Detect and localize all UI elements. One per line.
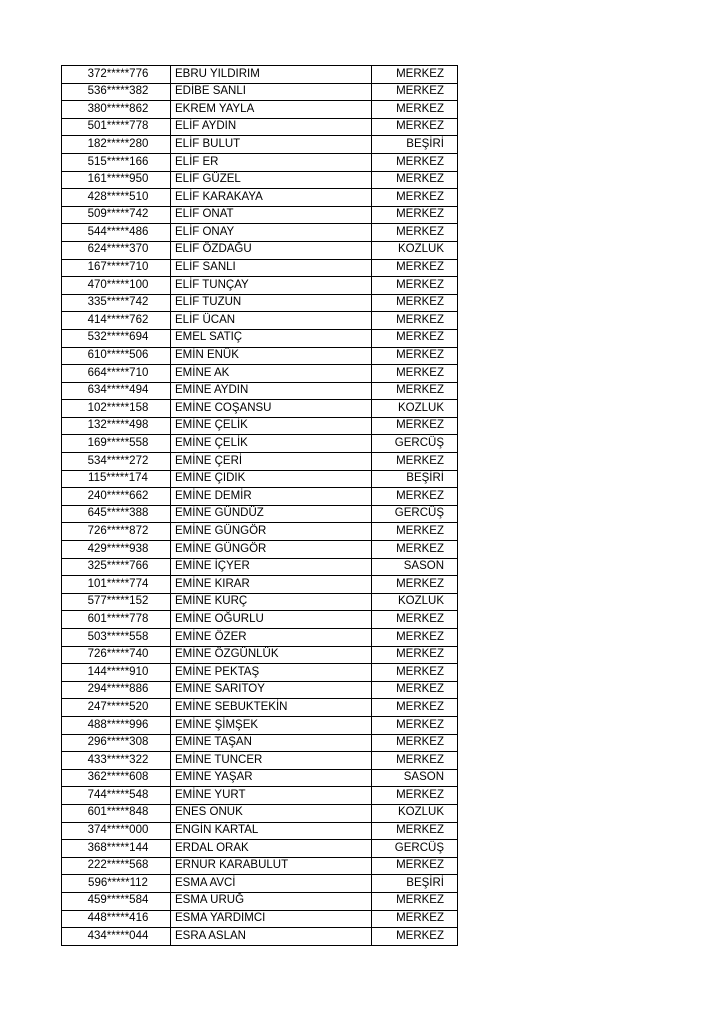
person-name-cell: ENES ONUK <box>171 804 372 822</box>
person-name-cell: EMİNE SEBUKTEKİN <box>171 699 372 717</box>
district-cell: GERCÜŞ <box>372 435 458 453</box>
person-name-cell: EMİNE GÜNDÜZ <box>171 505 372 523</box>
masked-id-cell: 240*****662 <box>62 488 171 506</box>
masked-id-cell: 596*****112 <box>62 875 171 893</box>
district-cell: MERKEZ <box>372 224 458 242</box>
district-cell: MERKEZ <box>372 523 458 541</box>
person-name-cell: ELİF AYDIN <box>171 118 372 136</box>
district-cell: MERKEZ <box>372 488 458 506</box>
person-name-cell: EDİBE SANLI <box>171 83 372 101</box>
table-row <box>62 910 458 928</box>
district-cell: MERKEZ <box>372 453 458 471</box>
table-row <box>62 523 458 541</box>
table-row <box>62 488 458 506</box>
table-row <box>62 681 458 699</box>
person-name-cell: EMİNE ÇELİK <box>171 435 372 453</box>
table-row <box>62 505 458 523</box>
masked-id-cell: 448*****416 <box>62 910 171 928</box>
table-row <box>62 470 458 488</box>
person-name-cell: EMİNE DEMİR <box>171 488 372 506</box>
masked-id-cell: 115*****174 <box>62 470 171 488</box>
person-name-cell: EBRU YILDIRIM <box>171 66 372 84</box>
table-row <box>62 118 458 136</box>
table-row <box>62 66 458 84</box>
records-table-body <box>62 66 458 946</box>
masked-id-cell: 222*****568 <box>62 857 171 875</box>
table-row <box>62 646 458 664</box>
masked-id-cell: 577*****152 <box>62 593 171 611</box>
person-name-cell: ELİF SANLI <box>171 259 372 277</box>
masked-id-cell: 624*****370 <box>62 241 171 259</box>
person-name-cell: EMİNE KURÇ <box>171 593 372 611</box>
district-cell: MERKEZ <box>372 277 458 295</box>
masked-id-cell: 368*****144 <box>62 840 171 858</box>
table-row <box>62 453 458 471</box>
table-row <box>62 857 458 875</box>
table-row <box>62 153 458 171</box>
masked-id-cell: 433*****322 <box>62 752 171 770</box>
district-cell: MERKEZ <box>372 382 458 400</box>
masked-id-cell: 534*****272 <box>62 453 171 471</box>
table-row <box>62 259 458 277</box>
district-cell: MERKEZ <box>372 347 458 365</box>
person-name-cell: ENGİN KARTAL <box>171 822 372 840</box>
masked-id-cell: 515*****166 <box>62 153 171 171</box>
table-row <box>62 576 458 594</box>
district-cell: MERKEZ <box>372 892 458 910</box>
masked-id-cell: 503*****558 <box>62 629 171 647</box>
masked-id-cell: 470*****100 <box>62 277 171 295</box>
table-row <box>62 629 458 647</box>
masked-id-cell: 726*****872 <box>62 523 171 541</box>
masked-id-cell: 380*****862 <box>62 101 171 119</box>
masked-id-cell: 501*****778 <box>62 118 171 136</box>
person-name-cell: ELİF GÜZEL <box>171 171 372 189</box>
district-cell: MERKEZ <box>372 259 458 277</box>
district-cell: BEŞİRİ <box>372 136 458 154</box>
district-cell: KOZLUK <box>372 241 458 259</box>
table-row <box>62 294 458 312</box>
table-row <box>62 365 458 383</box>
person-name-cell: ERDAL ORAK <box>171 840 372 858</box>
table-row <box>62 329 458 347</box>
table-row <box>62 734 458 752</box>
masked-id-cell: 132*****498 <box>62 417 171 435</box>
table-row <box>62 804 458 822</box>
district-cell: SASON <box>372 769 458 787</box>
district-cell: MERKEZ <box>372 329 458 347</box>
district-cell: MERKEZ <box>372 294 458 312</box>
table-row <box>62 101 458 119</box>
person-name-cell: EMİNE YURT <box>171 787 372 805</box>
table-row <box>62 593 458 611</box>
district-cell: MERKEZ <box>372 734 458 752</box>
person-name-cell: ELİF TUZUN <box>171 294 372 312</box>
district-cell: MERKEZ <box>372 629 458 647</box>
district-cell: MERKEZ <box>372 822 458 840</box>
person-name-cell: EMİNE OĞURLU <box>171 611 372 629</box>
table-row <box>62 83 458 101</box>
table-row <box>62 611 458 629</box>
table-row <box>62 541 458 559</box>
masked-id-cell: 372*****776 <box>62 66 171 84</box>
table-row <box>62 822 458 840</box>
district-cell: MERKEZ <box>372 611 458 629</box>
district-cell: MERKEZ <box>372 681 458 699</box>
district-cell: GERCÜŞ <box>372 840 458 858</box>
district-cell: MERKEZ <box>372 312 458 330</box>
person-name-cell: EMİNE PEKTAŞ <box>171 664 372 682</box>
person-name-cell: EMİNE AK <box>171 365 372 383</box>
masked-id-cell: 610*****506 <box>62 347 171 365</box>
masked-id-cell: 325*****766 <box>62 558 171 576</box>
district-cell: MERKEZ <box>372 787 458 805</box>
person-name-cell: EMİNE ŞİMŞEK <box>171 716 372 734</box>
person-name-cell: EMİN ENÜK <box>171 347 372 365</box>
masked-id-cell: 102*****158 <box>62 400 171 418</box>
person-name-cell: EMİNE COŞANSU <box>171 400 372 418</box>
table-row <box>62 892 458 910</box>
masked-id-cell: 374*****000 <box>62 822 171 840</box>
district-cell: SASON <box>372 558 458 576</box>
table-row <box>62 241 458 259</box>
table-row <box>62 347 458 365</box>
district-cell: MERKEZ <box>372 171 458 189</box>
masked-id-cell: 434*****044 <box>62 928 171 946</box>
person-name-cell: EMİNE TUNCER <box>171 752 372 770</box>
district-cell: KOZLUK <box>372 804 458 822</box>
district-cell: GERCÜŞ <box>372 505 458 523</box>
table-row <box>62 206 458 224</box>
masked-id-cell: 182*****280 <box>62 136 171 154</box>
person-name-cell: EMİNE GÜNGÖR <box>171 541 372 559</box>
table-row <box>62 840 458 858</box>
table-row <box>62 435 458 453</box>
masked-id-cell: 601*****848 <box>62 804 171 822</box>
district-cell: MERKEZ <box>372 716 458 734</box>
district-cell: BEŞİRİ <box>372 875 458 893</box>
person-name-cell: EMEL SATIÇ <box>171 329 372 347</box>
table-row <box>62 224 458 242</box>
person-name-cell: EMİNE YAŞAR <box>171 769 372 787</box>
table-row <box>62 189 458 207</box>
masked-id-cell: 488*****996 <box>62 716 171 734</box>
person-name-cell: ESMA URUĞ <box>171 892 372 910</box>
table-row <box>62 699 458 717</box>
person-name-cell: EMİNE SARITOY <box>171 681 372 699</box>
masked-id-cell: 744*****548 <box>62 787 171 805</box>
table-row <box>62 417 458 435</box>
masked-id-cell: 544*****486 <box>62 224 171 242</box>
person-name-cell: ELİF ONAY <box>171 224 372 242</box>
person-name-cell: EMİNE ÖZGÜNLÜK <box>171 646 372 664</box>
district-cell: MERKEZ <box>372 118 458 136</box>
person-name-cell: EMİNE ÇERİ <box>171 453 372 471</box>
masked-id-cell: 536*****382 <box>62 83 171 101</box>
district-cell: MERKEZ <box>372 699 458 717</box>
table-row <box>62 752 458 770</box>
district-cell: MERKEZ <box>372 189 458 207</box>
person-name-cell: EMİNE TAŞAN <box>171 734 372 752</box>
masked-id-cell: 429*****938 <box>62 541 171 559</box>
table-row <box>62 769 458 787</box>
masked-id-cell: 414*****762 <box>62 312 171 330</box>
masked-id-cell: 169*****558 <box>62 435 171 453</box>
district-cell: MERKEZ <box>372 664 458 682</box>
district-cell: MERKEZ <box>372 857 458 875</box>
masked-id-cell: 664*****710 <box>62 365 171 383</box>
person-name-cell: ESMA YARDIMCI <box>171 910 372 928</box>
table-row <box>62 312 458 330</box>
table-row <box>62 787 458 805</box>
person-name-cell: EMİNE AYDIN <box>171 382 372 400</box>
person-name-cell: ESMA AVCİ <box>171 875 372 893</box>
masked-id-cell: 601*****778 <box>62 611 171 629</box>
masked-id-cell: 167*****710 <box>62 259 171 277</box>
person-name-cell: EMİNE ÇELİK <box>171 417 372 435</box>
person-name-cell: ELİF ÜCAN <box>171 312 372 330</box>
table-row <box>62 400 458 418</box>
masked-id-cell: 296*****308 <box>62 734 171 752</box>
person-name-cell: ELİF BULUT <box>171 136 372 154</box>
district-cell: MERKEZ <box>372 206 458 224</box>
district-cell: MERKEZ <box>372 83 458 101</box>
table-row <box>62 664 458 682</box>
table-row <box>62 875 458 893</box>
person-name-cell: EMİNE İÇYER <box>171 558 372 576</box>
masked-id-cell: 532*****694 <box>62 329 171 347</box>
masked-id-cell: 144*****910 <box>62 664 171 682</box>
table-row <box>62 136 458 154</box>
table-row <box>62 171 458 189</box>
person-name-cell: ELİF ER <box>171 153 372 171</box>
district-cell: MERKEZ <box>372 752 458 770</box>
district-cell: MERKEZ <box>372 576 458 594</box>
person-name-cell: EMİNE ÇIDIK <box>171 470 372 488</box>
district-cell: KOZLUK <box>372 400 458 418</box>
table-row <box>62 558 458 576</box>
table-row <box>62 277 458 295</box>
masked-id-cell: 294*****886 <box>62 681 171 699</box>
person-name-cell: ESRA ASLAN <box>171 928 372 946</box>
records-table <box>61 65 458 946</box>
table-row <box>62 928 458 946</box>
masked-id-cell: 459*****584 <box>62 892 171 910</box>
masked-id-cell: 726*****740 <box>62 646 171 664</box>
district-cell: MERKEZ <box>372 101 458 119</box>
masked-id-cell: 362*****608 <box>62 769 171 787</box>
masked-id-cell: 428*****510 <box>62 189 171 207</box>
masked-id-cell: 335*****742 <box>62 294 171 312</box>
district-cell: MERKEZ <box>372 365 458 383</box>
district-cell: MERKEZ <box>372 910 458 928</box>
person-name-cell: ELİF ÖZDAĞU <box>171 241 372 259</box>
district-cell: MERKEZ <box>372 646 458 664</box>
person-name-cell: EMİNE GÜNGÖR <box>171 523 372 541</box>
masked-id-cell: 634*****494 <box>62 382 171 400</box>
person-name-cell: EMİNE KIRAR <box>171 576 372 594</box>
masked-id-cell: 101*****774 <box>62 576 171 594</box>
person-name-cell: ELİF KARAKAYA <box>171 189 372 207</box>
district-cell: MERKEZ <box>372 541 458 559</box>
district-cell: MERKEZ <box>372 66 458 84</box>
person-name-cell: EKREM YAYLA <box>171 101 372 119</box>
table-row <box>62 382 458 400</box>
masked-id-cell: 645*****388 <box>62 505 171 523</box>
table-row <box>62 716 458 734</box>
masked-id-cell: 509*****742 <box>62 206 171 224</box>
person-name-cell: EMİNE ÖZER <box>171 629 372 647</box>
person-name-cell: ELİF ONAT <box>171 206 372 224</box>
masked-id-cell: 247*****520 <box>62 699 171 717</box>
person-name-cell: ELİF TUNÇAY <box>171 277 372 295</box>
district-cell: MERKEZ <box>372 417 458 435</box>
district-cell: BEŞİRİ <box>372 470 458 488</box>
district-cell: MERKEZ <box>372 153 458 171</box>
masked-id-cell: 161*****950 <box>62 171 171 189</box>
person-name-cell: ERNUR KARABULUT <box>171 857 372 875</box>
district-cell: MERKEZ <box>372 928 458 946</box>
district-cell: KOZLUK <box>372 593 458 611</box>
